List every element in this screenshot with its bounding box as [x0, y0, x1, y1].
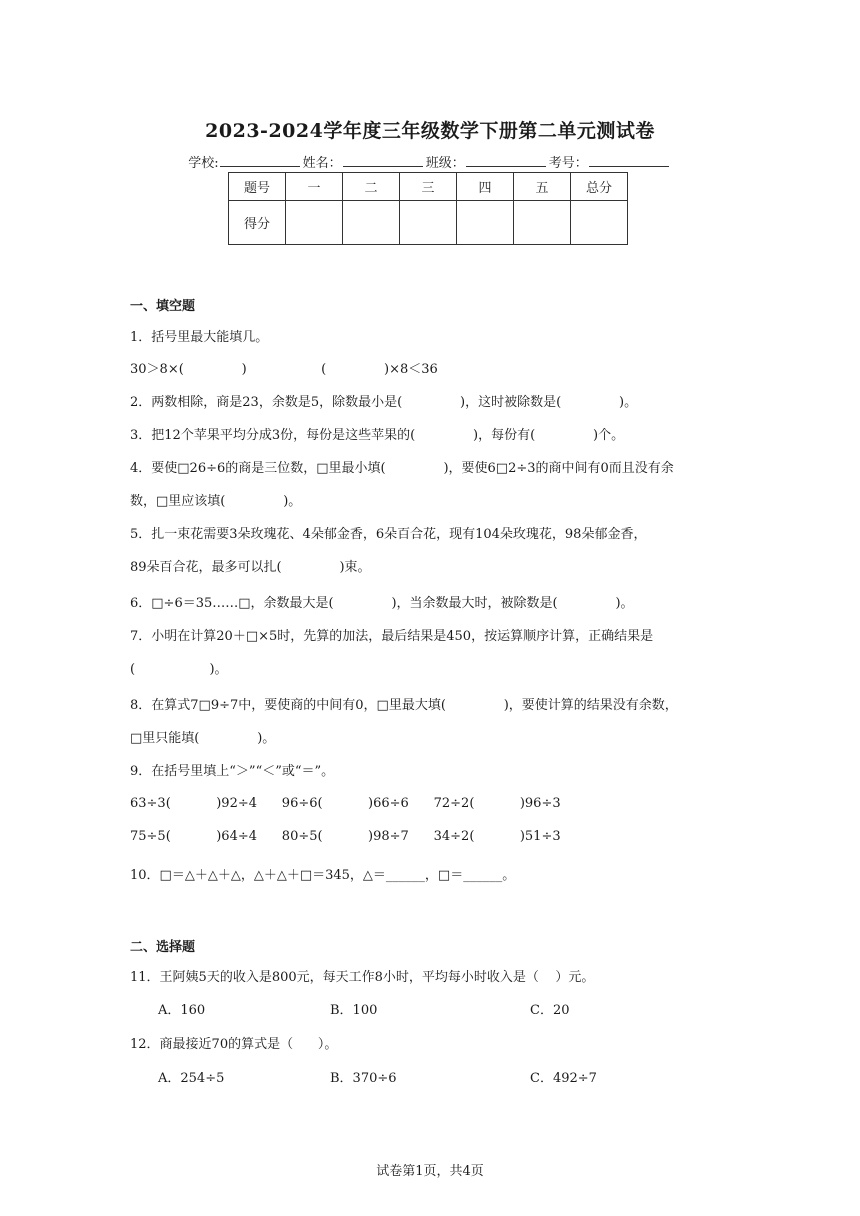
question-line: 5．扎一束花需要3朵玫瑰花、4朵郁金香，6朵百合花，现有104朵玫瑰花，98朵郁金香，: [130, 527, 647, 542]
score-table: [228, 172, 628, 245]
score-cell[interactable]: [400, 201, 457, 245]
score-cell[interactable]: [343, 201, 400, 245]
choice-question: 12．商最接近70的算式是（ ）。: [130, 1037, 338, 1052]
school-label: 学校:: [188, 156, 219, 171]
question-line: 89朵百合花，最多可以扎( )束。: [130, 560, 371, 575]
score-header-cell: 四: [457, 173, 514, 201]
exam-no-label: 考号：: [548, 156, 588, 171]
question-line: 2．两数相除，商是23，余数是5，除数最小是( )，这时被除数是( )。: [130, 395, 638, 410]
class-blank[interactable]: [466, 154, 546, 167]
comparison-row: 75÷5( )64÷4 80÷5( )98÷7 34÷2( )51÷3: [130, 829, 561, 844]
question-line: 1．括号里最大能填几。: [130, 330, 269, 345]
class-label: 班级：: [425, 156, 465, 171]
question-line: 数，□里应该填( )。: [130, 494, 302, 509]
school-blank[interactable]: [220, 154, 300, 167]
score-header-cell: 一: [286, 173, 343, 201]
choice-option-c[interactable]: C．20: [530, 1003, 570, 1018]
question-line: 4．要使□26÷6的商是三位数，□里最小填( )，要使6□2÷3的商中间有0而且没有余: [130, 461, 674, 476]
choice-option-a[interactable]: A．160: [158, 1003, 206, 1018]
choice-question: 11．王阿姨5天的收入是800元，每天工作8小时，平均每小时收入是（ ）元。: [130, 970, 595, 985]
score-cell[interactable]: [514, 201, 571, 245]
score-cell[interactable]: [286, 201, 343, 245]
question-line: 6．□÷6＝35……□，余数最大是( )，当余数最大时，被除数是( )。: [130, 596, 634, 611]
question-line: 30＞8×( ) ( )×8＜36: [130, 362, 438, 377]
question-line: ( )。: [130, 662, 228, 677]
question-line: □里只能填( )。: [130, 731, 276, 746]
score-header-cell: 三: [400, 173, 457, 201]
page-footer: 试卷第1页，共4页: [376, 1164, 484, 1179]
question-line: 3．把12个苹果平均分成3份，每份是这些苹果的( )，每份有( )个。: [130, 428, 625, 443]
comparison-row: 63÷3( )92÷4 96÷6( )66÷6 72÷2( )96÷3: [130, 796, 561, 811]
name-blank[interactable]: [343, 154, 423, 167]
score-header-cell: 题号: [229, 173, 286, 201]
question-line: 8．在算式7□9÷7中，要使商的中间有0，□里最大填( )，要使计算的结果没有余数，: [130, 698, 678, 713]
page-title: 2023-2024学年度三年级数学下册第二单元测试卷: [205, 120, 655, 142]
question-line: 7．小明在计算20＋□×5时，先算的加法，最后结果是450，按运算顺序计算，正确结果是: [130, 629, 654, 644]
score-table-header-row: [229, 173, 628, 201]
score-cell[interactable]: [457, 201, 514, 245]
student-info-line: [0, 152, 860, 171]
score-header-cell: 五: [514, 173, 571, 201]
section-heading-choice: 二、选择题: [130, 940, 196, 955]
choice-option-b[interactable]: B．100: [330, 1003, 378, 1018]
question-line: 10．□＝△＋△＋△，△＋△＋□＝345，△＝______，□＝______。: [130, 868, 516, 883]
exam-no-blank[interactable]: [589, 154, 669, 167]
choice-option-b[interactable]: B．370÷6: [330, 1071, 397, 1086]
score-cell[interactable]: [571, 201, 628, 245]
name-label: 姓名：: [302, 156, 342, 171]
question-line: 9．在括号里填上“＞”“＜”或“＝”。: [130, 764, 335, 779]
score-header-cell: 总分: [571, 173, 628, 201]
score-row-label: 得分: [229, 201, 286, 245]
section-heading-fill-blank: 一、填空题: [130, 299, 196, 314]
score-header-cell: 二: [343, 173, 400, 201]
choice-option-c[interactable]: C．492÷7: [530, 1071, 597, 1086]
choice-option-a[interactable]: A．254÷5: [158, 1071, 225, 1086]
score-table-score-row: [229, 201, 628, 245]
